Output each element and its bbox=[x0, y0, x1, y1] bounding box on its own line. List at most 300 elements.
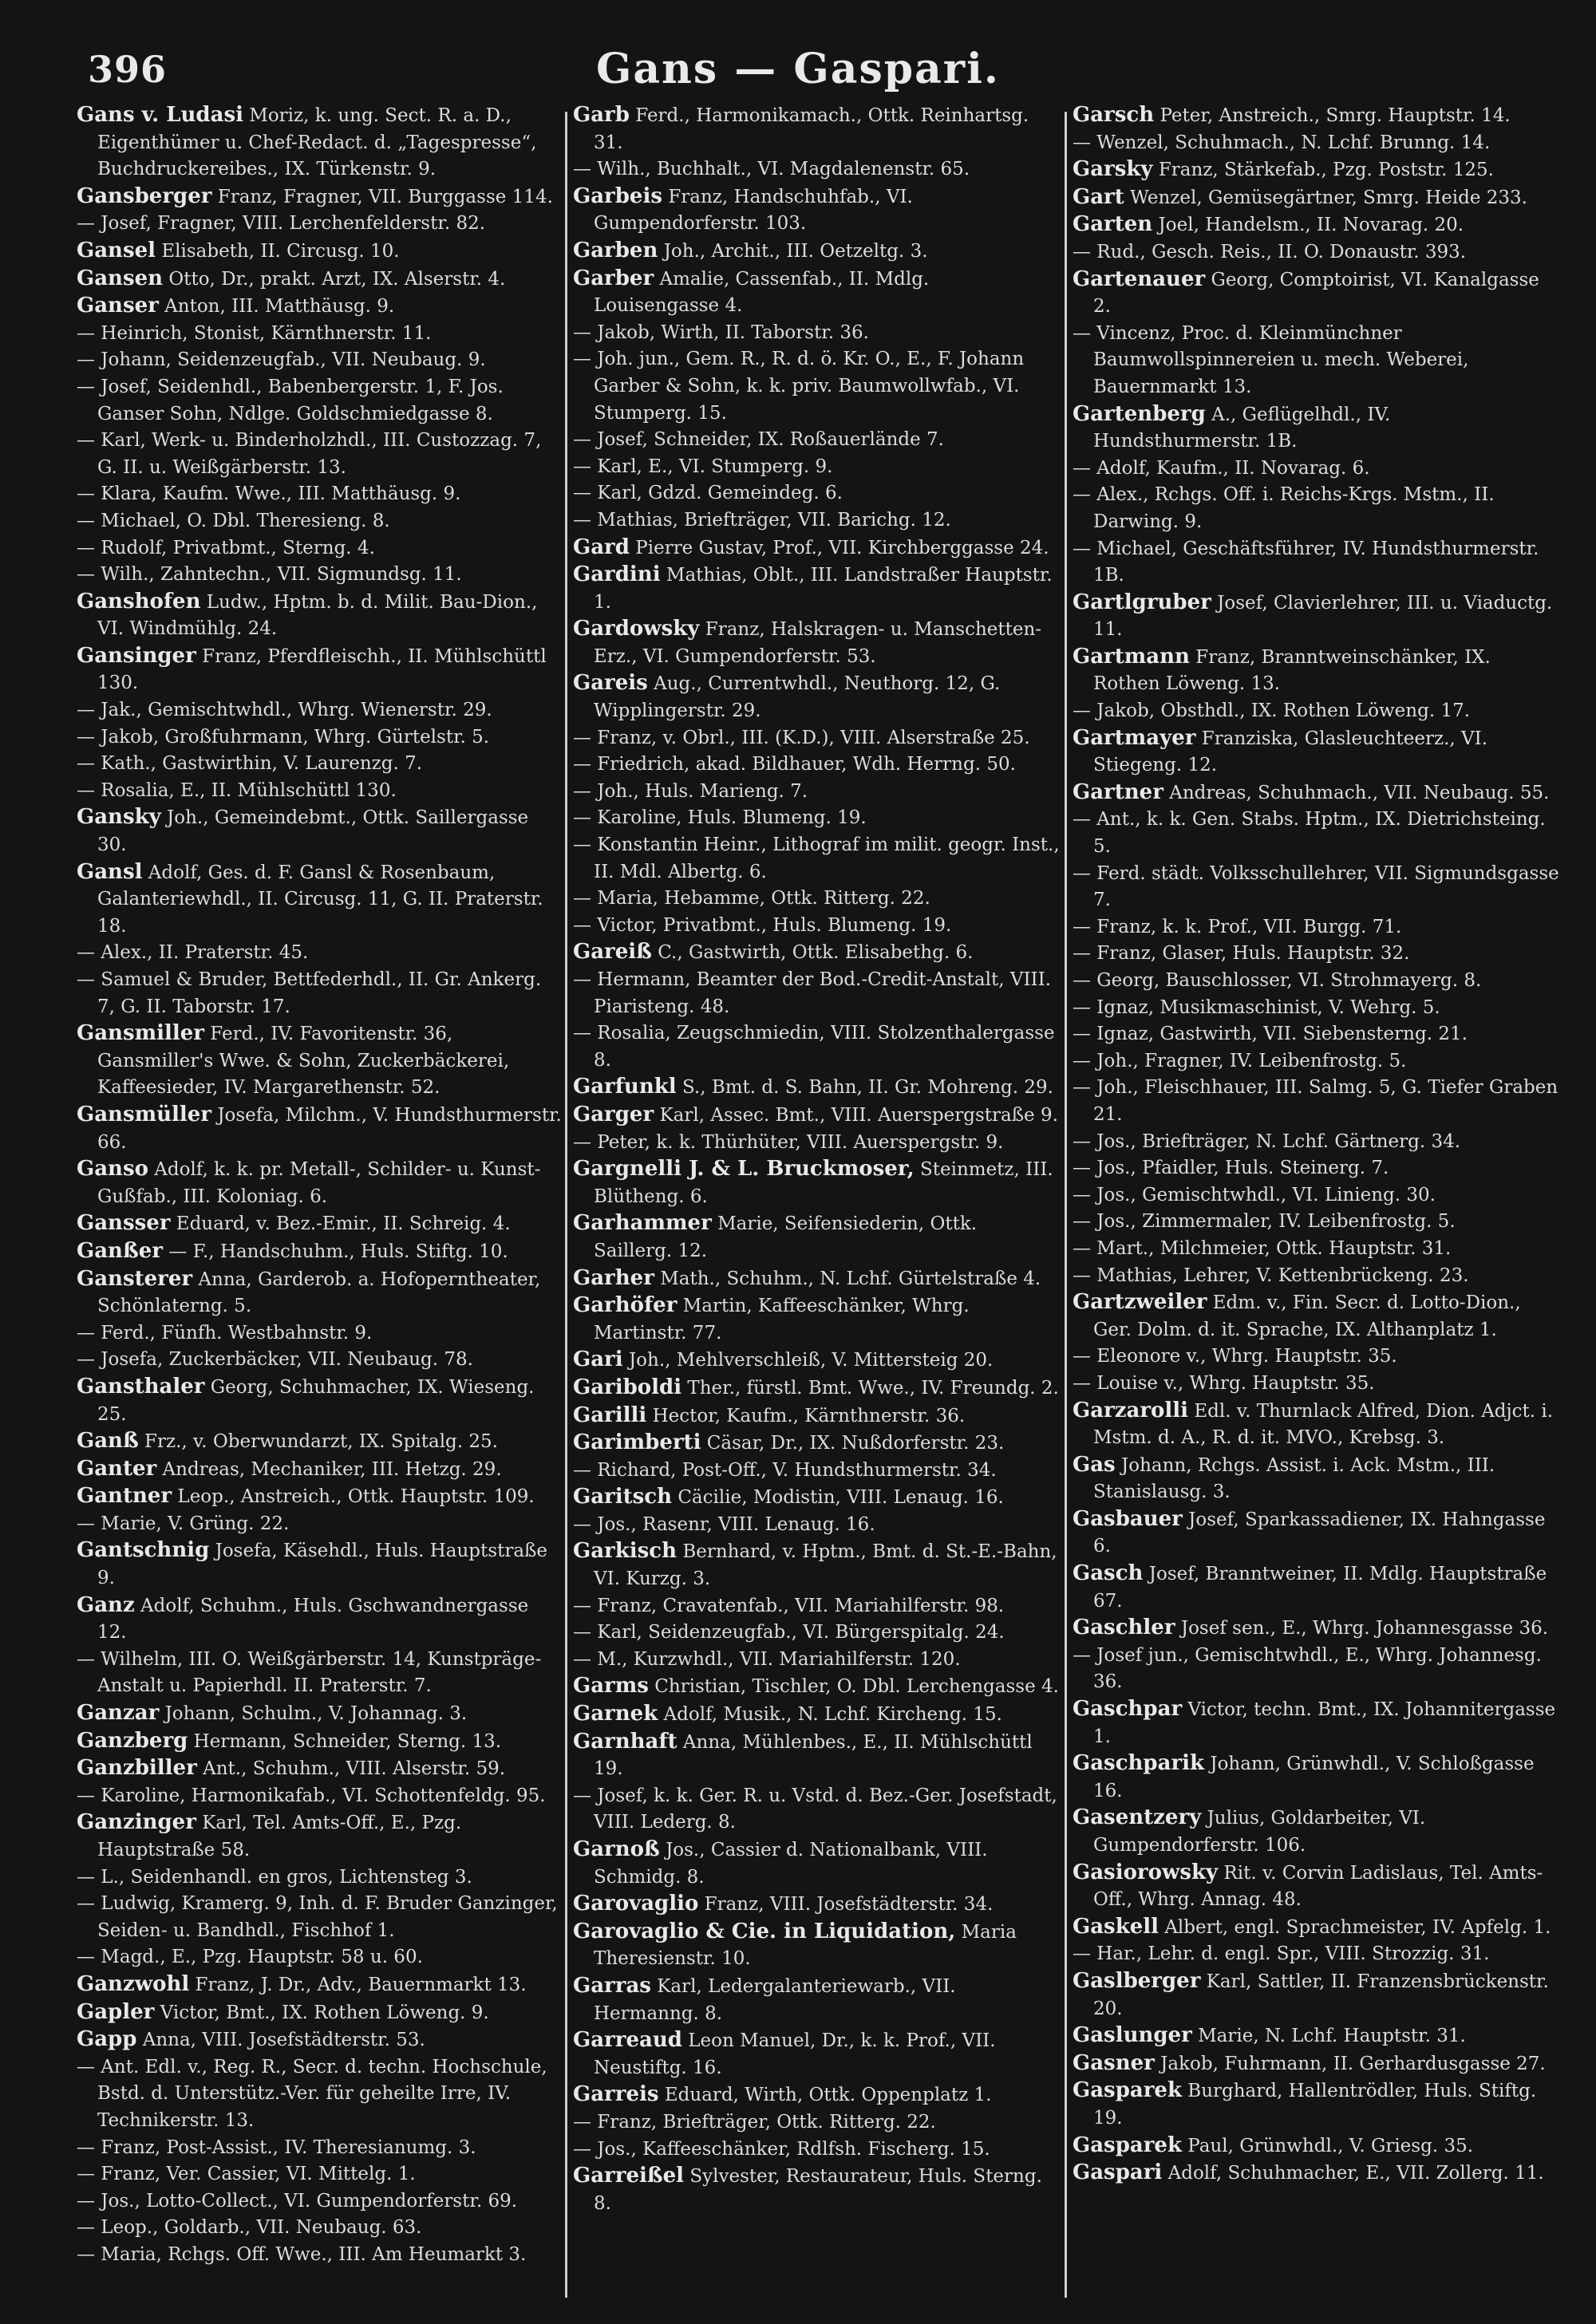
entry-surname: Gansmiller bbox=[77, 1021, 204, 1046]
directory-entry bbox=[1073, 1860, 1559, 1914]
entry-surname: Garbeis bbox=[573, 183, 662, 208]
entry-surname: Garten bbox=[1073, 212, 1153, 237]
directory-entry bbox=[573, 1973, 1060, 2027]
entry-details: Joh., Archit., III. Oetzeltg. 3. bbox=[663, 240, 928, 262]
entry-details: Josef, Sparkassadiener, IX. Hahngasse 6. bbox=[1093, 1509, 1546, 1557]
directory-entry bbox=[1073, 698, 1559, 725]
entry-details: — Josef, Schneider, IX. Roßauerlände 7. bbox=[573, 429, 944, 451]
directory-entry bbox=[1073, 1263, 1559, 1290]
directory-entry bbox=[77, 102, 563, 183]
entry-details: — Jos., Zimmermaler, IV. Leibenfrostg. 5. bbox=[1073, 1211, 1456, 1233]
directory-entry bbox=[77, 967, 563, 1020]
entry-surname: Gansser bbox=[77, 1211, 171, 1236]
column-divider bbox=[1065, 112, 1067, 2298]
entry-surname: Gartner bbox=[1073, 779, 1163, 804]
entry-details: Josef sen., E., Whrg. Johannesgasse 36. bbox=[1180, 1618, 1549, 1639]
entry-details: C., Gastwirth, Ottk. Elisabethg. 6. bbox=[658, 942, 974, 964]
entry-details: Marie, Seifensiederin, Ottk. Saillerg. 12. bbox=[594, 1213, 978, 1261]
entry-details: Johann, Rchgs. Assist. i. Ack. Mstm., III. Stanislausg. 3. bbox=[1093, 1454, 1495, 1503]
directory-entry bbox=[77, 481, 563, 508]
directory-entry bbox=[1073, 1452, 1559, 1506]
entry-surname: Gansberger bbox=[77, 183, 212, 208]
directory-entry bbox=[77, 183, 563, 211]
entry-surname: Ganshofen bbox=[77, 589, 201, 614]
entry-details: Ferd., Harmonikamach., Ottk. Reinhartsg. 31. bbox=[594, 105, 1029, 153]
entry-details: — Rudolf, Privatbmt., Sterng. 4. bbox=[77, 537, 375, 558]
entry-details: — Michael, Geschäftsführer, IV. Hundsthurmerstr. 1B. bbox=[1073, 538, 1539, 586]
entry-details: Adolf, Schuhm., Huls. Gschwandnergasse 12. bbox=[97, 1595, 529, 1643]
entry-details: — Wilhelm, III. O. Weißgärberstr. 14, Kunstpräge-Anstalt u. Papierhdl. II. Praterstr. 7. bbox=[77, 1648, 542, 1697]
entry-details: — Franz, Ver. Cassier, VI. Mittelg. 1. bbox=[77, 2164, 416, 2185]
directory-entry bbox=[573, 1458, 1060, 1485]
directory-entry bbox=[573, 967, 1060, 1020]
directory-entry bbox=[573, 1484, 1060, 1512]
directory-entry bbox=[573, 562, 1060, 616]
directory-entry bbox=[1073, 1182, 1559, 1209]
entry-details: — Wilh., Zahntechn., VII. Sigmundsg. 11. bbox=[77, 564, 462, 586]
page-title: Gans — Gaspari. bbox=[595, 45, 1001, 93]
entry-details: — Karl, E., VI. Stumperg. 9. bbox=[573, 456, 833, 477]
directory-entry bbox=[573, 1430, 1060, 1458]
entry-details: — Jak., Gemischtwhdl., Whrg. Wienerstr. 29. bbox=[77, 700, 492, 721]
entry-details: — Rosalia, E., II. Mühlschüttl 130. bbox=[77, 779, 397, 801]
page-number: 396 bbox=[88, 48, 168, 91]
directory-entry bbox=[573, 1265, 1060, 1293]
entry-surname: Gareiß bbox=[573, 940, 652, 965]
entry-details: Burghard, Hallentrödler, Huls. Stiftg. 19. bbox=[1093, 2081, 1537, 2129]
entry-surname: Gansinger bbox=[77, 643, 196, 668]
directory-entry bbox=[77, 1537, 563, 1592]
entry-details: — Jakob, Großfuhrmann, Whrg. Gürtelstr. 5. bbox=[77, 726, 490, 748]
entry-surname: Garreis bbox=[573, 2082, 659, 2107]
directory-entry bbox=[77, 589, 563, 643]
directory-entry bbox=[77, 724, 563, 752]
entry-details: Peter, Anstreich., Smrg. Hauptstr. 14. bbox=[1159, 105, 1511, 126]
directory-entry bbox=[573, 1673, 1060, 1701]
entry-surname: Gari bbox=[573, 1347, 623, 1372]
directory-entry bbox=[573, 454, 1060, 481]
entry-surname: Garreißel bbox=[573, 2164, 685, 2188]
directory-entry bbox=[573, 427, 1060, 454]
directory-entry bbox=[1073, 1398, 1559, 1452]
directory-entry bbox=[573, 183, 1060, 238]
entry-surname: Gartenauer bbox=[1073, 266, 1206, 291]
entry-details: Jakob, Fuhrmann, II. Gerhardusgasse 27. bbox=[1160, 2053, 1546, 2074]
entry-details: — Magd., E., Pzg. Hauptstr. 58 u. 60. bbox=[77, 1947, 423, 1968]
directory-entry bbox=[77, 643, 563, 697]
directory-entry bbox=[573, 832, 1060, 886]
directory-entry bbox=[77, 751, 563, 778]
directory-entry bbox=[77, 428, 563, 481]
directory-entry bbox=[1073, 1048, 1559, 1075]
entry-details: Adolf, Musik., N. Lchf. Kircheng. 15. bbox=[663, 1704, 1002, 1726]
entry-surname: Gantner bbox=[77, 1484, 172, 1509]
directory-entry bbox=[77, 1020, 563, 1102]
entry-details: Pierre Gustav, Prof., VII. Kirchberggasse 24. bbox=[635, 537, 1049, 558]
entry-details: Andreas, Schuhmach., VII. Neubaug. 55. bbox=[1169, 782, 1550, 803]
directory-entry bbox=[1073, 2022, 1559, 2050]
directory-entry bbox=[573, 346, 1060, 427]
entry-details: — Friedrich, akad. Bildhauer, Wdh. Herrng. 50. bbox=[573, 754, 1016, 775]
entry-details: — Ignaz, Musikmaschinist, V. Wehrg. 5. bbox=[1073, 996, 1440, 1018]
entry-details: — Jos., Kaffeeschänker, Rdlfsh. Fischerg. 15. bbox=[573, 2138, 990, 2160]
directory-entry bbox=[77, 2026, 563, 2054]
directory-entry bbox=[77, 374, 563, 428]
entry-details: Otto, Dr., prakt. Arzt, IX. Alserstr. 4. bbox=[168, 268, 506, 290]
directory-entry bbox=[573, 1347, 1060, 1375]
directory-entry bbox=[77, 211, 563, 238]
entry-details: — Adolf, Kaufm., II. Novarag. 6. bbox=[1073, 457, 1370, 479]
entry-surname: Garfunkl bbox=[573, 1075, 677, 1099]
entry-details: — Josef, Seidenhdl., Babenbergerstr. 1, F. Jos. Ganser Sohn, Ndlge. Goldschmiedgasse 8. bbox=[77, 376, 504, 424]
entry-details: — Mart., Milchmeier, Ottk. Hauptstr. 31. bbox=[1073, 1237, 1452, 1259]
directory-entry bbox=[573, 725, 1060, 752]
entry-details: — Franz, Cravatenfab., VII. Mariahilferstr. 98. bbox=[573, 1595, 1005, 1616]
entry-surname: Garreaud bbox=[573, 2028, 682, 2053]
directory-entry bbox=[573, 320, 1060, 347]
entry-details: — Ferd. städt. Volksschullehrer, VII. Sigmundsgasse 7. bbox=[1073, 862, 1559, 911]
entry-surname: Gasentzery bbox=[1073, 1805, 1202, 1830]
entry-details: Cäsar, Dr., IX. Nußdorferstr. 23. bbox=[706, 1433, 1005, 1454]
entry-details: — Jos., Briefträger, N. Lchf. Gärtnerg. 34. bbox=[1073, 1130, 1461, 1152]
directory-entry bbox=[1073, 401, 1559, 456]
directory-entry bbox=[77, 1511, 563, 1538]
entry-details: — Franz, k. k. Prof., VII. Burgg. 71. bbox=[1073, 916, 1402, 937]
entry-surname: Gaschpar bbox=[1073, 1697, 1183, 1722]
directory-entry bbox=[77, 2161, 563, 2188]
entry-details: Victor, techn. Bmt., IX. Johannitergasse 1. bbox=[1093, 1699, 1556, 1747]
entry-details: Karl, Ledergalanteriewarb., VII. Hermanng. 8. bbox=[594, 1975, 956, 2024]
entry-details: Hector, Kaufm., Kärnthnerstr. 36. bbox=[652, 1405, 966, 1426]
directory-entry bbox=[573, 1783, 1060, 1837]
directory-entry bbox=[77, 2054, 563, 2135]
directory-entry bbox=[77, 1266, 563, 1320]
directory-entry bbox=[1073, 184, 1559, 212]
directory-entry bbox=[77, 562, 563, 589]
entry-details: — Michael, O. Dbl. Theresieng. 8. bbox=[77, 510, 390, 531]
entry-details: Moriz, k. ung. Sect. R. a. D., Eigenthümer u. Chef-Redact. d. „Tagespresse“, Buchdruckereibes., IX. Türkenstr. 9. bbox=[97, 105, 537, 180]
entry-details: S., Bmt. d. S. Bahn, II. Gr. Mohreng. 29. bbox=[681, 1077, 1053, 1099]
directory-entry bbox=[77, 859, 563, 941]
entry-details: — Josef, Fragner, VIII. Lerchenfelderstr. 82. bbox=[77, 213, 486, 235]
entry-surname: Gaschler bbox=[1073, 1616, 1175, 1640]
entry-details: — Richard, Post-Off., V. Hundsthurmerstr. 34. bbox=[573, 1459, 997, 1481]
entry-details: Franz, Halskragen- u. Manschetten-Erz., VI. Gumpendorferstr. 53. bbox=[594, 619, 1042, 667]
directory-entry bbox=[1073, 211, 1559, 239]
directory-entry bbox=[573, 2081, 1060, 2109]
directory-entry bbox=[1073, 1209, 1559, 1236]
entry-surname: Ganß bbox=[77, 1429, 139, 1454]
directory-entry bbox=[1073, 861, 1559, 914]
directory-entry bbox=[77, 535, 563, 562]
entry-surname: Garnoß bbox=[573, 1837, 660, 1861]
entry-details: Eduard, v. Bez.-Emir., II. Schreig. 4. bbox=[176, 1213, 511, 1235]
entry-details: — Vincenz, Proc. d. Kleinmünchner Baumwollspinnereien u. mech. Weberei, Bauernmarkt 13. bbox=[1073, 322, 1469, 397]
directory-entry bbox=[77, 1156, 563, 1210]
entry-surname: Gansthaler bbox=[77, 1374, 205, 1399]
entry-surname: Ganzberg bbox=[77, 1728, 188, 1753]
entry-details: — Klara, Kaufm. Wwe., III. Matthäusg. 9. bbox=[77, 483, 461, 505]
directory-entry bbox=[573, 1512, 1060, 1539]
entry-surname: Gariboldi bbox=[573, 1375, 682, 1399]
entry-details: Elisabeth, II. Circusg. 10. bbox=[161, 240, 400, 262]
directory-entry bbox=[1073, 914, 1559, 941]
entry-details: — Heinrich, Stonist, Kärnthnerstr. 11. bbox=[77, 322, 432, 344]
directory-entry bbox=[1073, 1506, 1559, 1561]
column-1 bbox=[77, 102, 563, 2304]
directory-entry bbox=[573, 238, 1060, 266]
entry-details: — Kath., Gastwirthin, V. Laurenzg. 7. bbox=[77, 753, 423, 775]
entry-surname: Gapler bbox=[77, 1999, 155, 2024]
entry-details: Joh., Gemeindebmt., Ottk. Saillergasse 30. bbox=[97, 807, 529, 856]
entry-surname: Gardini bbox=[573, 562, 661, 587]
entry-details: Josef, Clavierlehrer, III. u. Viaductg. 11. bbox=[1093, 592, 1553, 641]
directory-entry bbox=[1073, 1968, 1559, 2022]
directory-entry bbox=[1073, 1941, 1559, 1968]
entry-details: Bernhard, v. Hptm., Bmt. d. St.-E.-Bahn, VI. Kurzg. 3. bbox=[594, 1541, 1057, 1590]
entry-surname: Gasch bbox=[1073, 1561, 1144, 1586]
entry-surname: Gasner bbox=[1073, 2050, 1155, 2075]
directory-entry bbox=[1073, 1914, 1559, 1942]
directory-entry bbox=[1073, 1696, 1559, 1750]
entry-details: Johann, Grünwhdl., V. Schloßgasse 16. bbox=[1093, 1754, 1535, 1801]
directory-entry bbox=[573, 266, 1060, 320]
entry-surname: Garben bbox=[573, 238, 658, 262]
directory-entry bbox=[77, 266, 563, 294]
entry-details: — Wenzel, Schuhmach., N. Lchf. Brunng. 14. bbox=[1073, 132, 1491, 153]
entry-details: — Rosalia, Zeugschmiedin, VIII. Stolzenthalergasse 8. bbox=[573, 1023, 1055, 1071]
entry-details: Martin, Kaffeeschänker, Whrg. Martinstr. 77. bbox=[594, 1296, 970, 1344]
entry-surname: Gapp bbox=[77, 2027, 137, 2052]
directory-entry bbox=[573, 1020, 1060, 1074]
directory-entry bbox=[77, 508, 563, 535]
directory-entry bbox=[1073, 130, 1559, 157]
directory-entry bbox=[573, 2109, 1060, 2137]
directory-entry bbox=[1073, 644, 1559, 698]
directory-entry bbox=[77, 1783, 563, 1810]
directory-entry bbox=[77, 778, 563, 805]
entry-details: Math., Schuhm., N. Lchf. Gürtelstraße 4. bbox=[660, 1268, 1041, 1289]
entry-details: Anton, III. Matthäusg. 9. bbox=[164, 296, 395, 318]
directory-entry bbox=[77, 1700, 563, 1728]
entry-surname: Gaslunger bbox=[1073, 2023, 1192, 2048]
directory-entry bbox=[77, 1891, 563, 1944]
entry-surname: Gansen bbox=[77, 266, 164, 290]
entry-details: Rit. v. Corvin Ladislaus, Tel. Amts-Off., Whrg. Annag. 48. bbox=[1093, 1862, 1543, 1911]
entry-surname: Gard bbox=[573, 535, 630, 559]
directory-entry bbox=[1073, 1750, 1559, 1805]
directory-entry bbox=[77, 804, 563, 858]
entry-surname: Garovaglio & Cie. in Liquidation, bbox=[573, 1919, 956, 1943]
entry-details: Ant., Schuhm., VIII. Alserstr. 59. bbox=[203, 1758, 506, 1780]
entry-surname: Garras bbox=[573, 1973, 651, 1998]
entry-surname: Ganzbiller bbox=[77, 1756, 197, 1781]
entry-surname: Gartmayer bbox=[1073, 725, 1196, 750]
directory-entry bbox=[573, 1074, 1060, 1102]
entry-details: Marie, N. Lchf. Hauptstr. 31. bbox=[1198, 2026, 1466, 2047]
entry-details: — Jos., Rasenr, VIII. Lenaug. 16. bbox=[573, 1513, 875, 1535]
directory-entry bbox=[1073, 995, 1559, 1022]
entry-surname: Gasiorowsky bbox=[1073, 1860, 1219, 1884]
entry-surname: Gasparek bbox=[1073, 2078, 1182, 2103]
entry-details: Anna, Garderob. a. Hofoperntheater, Schönlaterng. 5. bbox=[97, 1269, 541, 1317]
entry-details: — Mathias, Briefträger, VII. Barichg. 12. bbox=[573, 509, 951, 531]
entry-surname: Gansterer bbox=[77, 1266, 193, 1291]
entry-details: Franz, Fragner, VII. Burggasse 114. bbox=[217, 186, 553, 207]
column-divider bbox=[565, 112, 567, 2298]
directory-entry bbox=[1073, 807, 1559, 860]
entry-details: Jos., Cassier d. Nationalbank, VIII. Schmidg. 8. bbox=[594, 1840, 988, 1888]
directory-entry bbox=[573, 779, 1060, 806]
entry-surname: Gartzweiler bbox=[1073, 1290, 1207, 1315]
entry-surname: Garilli bbox=[573, 1403, 647, 1427]
directory-entry bbox=[77, 2215, 563, 2242]
directory-entry bbox=[77, 1238, 563, 1266]
entry-surname: Gaspari bbox=[1073, 2160, 1163, 2185]
entry-details: — Maria, Hebamme, Ottk. Ritterg. 22. bbox=[573, 888, 930, 909]
entry-surname: Ganter bbox=[77, 1456, 157, 1481]
entry-surname: Ganzar bbox=[77, 1701, 160, 1726]
directory-entry bbox=[573, 156, 1060, 183]
entry-surname: Gargnelli J. & L. Bruckmoser, bbox=[573, 1157, 915, 1182]
directory-entry bbox=[77, 1456, 563, 1484]
entry-details: Josefa, Käsehdl., Huls. Hauptstraße 9. bbox=[97, 1541, 548, 1589]
entry-details: — Jakob, Wirth, II. Taborstr. 36. bbox=[573, 322, 869, 343]
directory-entry bbox=[573, 507, 1060, 535]
entry-surname: Ganzinger bbox=[77, 1810, 196, 1835]
directory-entry bbox=[1073, 1236, 1559, 1263]
entry-details: — Samuel & Bruder, Bettfederhdl., II. Gr. Ankerg. 7, G. II. Taborstr. 17. bbox=[77, 969, 542, 1017]
directory-entry bbox=[77, 697, 563, 724]
entry-surname: Garimberti bbox=[573, 1430, 701, 1455]
directory-entry bbox=[77, 940, 563, 967]
directory-entry bbox=[573, 1891, 1060, 1919]
directory-entry bbox=[573, 1102, 1060, 1130]
entry-details: Joel, Handelsm., II. Novarag. 20. bbox=[1158, 215, 1464, 236]
directory-entry bbox=[573, 1375, 1060, 1403]
entry-details: A., Geflügelhdl., IV. Hundsthurmerstr. 1B. bbox=[1093, 404, 1391, 452]
entry-details: — Karl, Seidenzeugfab., VI. Bürgerspitalg. 24. bbox=[573, 1622, 1005, 1643]
entry-details: Josefa, Milchm., V. Hundsthurmerstr. 66. bbox=[97, 1104, 562, 1153]
column-2 bbox=[573, 102, 1060, 2304]
entry-details: — Har., Lehr. d. engl. Spr., VIII. Strozzig. 31. bbox=[1073, 1943, 1490, 1965]
directory-entry bbox=[573, 616, 1060, 670]
entry-surname: Garhammer bbox=[573, 1211, 712, 1236]
entry-details: — Victor, Privatbmt., Huls. Blumeng. 19. bbox=[573, 914, 952, 936]
directory-entry bbox=[77, 1428, 563, 1456]
entry-details: — Jos., Gemischtwhdl., VI. Linieng. 30. bbox=[1073, 1184, 1436, 1205]
entry-surname: Garnhaft bbox=[573, 1729, 678, 1754]
directory-entry bbox=[1073, 590, 1559, 644]
directory-entry bbox=[77, 1210, 563, 1238]
directory-entry bbox=[573, 886, 1060, 913]
entry-details: — Franz, Post-Assist., IV. Theresianumg. 3. bbox=[77, 2137, 476, 2158]
entry-details: — Joh., Fragner, IV. Leibenfrostg. 5. bbox=[1073, 1050, 1407, 1071]
entry-surname: Garitsch bbox=[573, 1485, 673, 1509]
directory-entry bbox=[1073, 968, 1559, 995]
entry-details: — Leop., Goldarb., VII. Neubaug. 63. bbox=[77, 2217, 422, 2239]
entry-surname: Gantschnig bbox=[77, 1538, 210, 1563]
directory-entry bbox=[1073, 1643, 1559, 1696]
entry-details: Georg, Comptoirist, VI. Kanalgasse 2. bbox=[1093, 269, 1539, 318]
entry-details: — Karoline, Huls. Blumeng. 19. bbox=[573, 807, 867, 829]
column-3 bbox=[1073, 102, 1559, 2304]
entry-details: — Franz, Briefträger, Ottk. Ritterg. 22. bbox=[573, 2111, 936, 2133]
directory-entry bbox=[77, 1809, 563, 1864]
entry-details: — Georg, Bauschlosser, VI. Strohmayerg. 8. bbox=[1073, 970, 1482, 991]
directory-entry bbox=[1073, 156, 1559, 184]
directory-entry bbox=[77, 1374, 563, 1428]
entry-details: Franz, Stärkefab., Pzg. Poststr. 125. bbox=[1158, 160, 1494, 181]
entry-surname: Gartlgruber bbox=[1073, 590, 1211, 614]
directory-entry bbox=[573, 913, 1060, 940]
entry-details: Wenzel, Gemüsegärtner, Smrg. Heide 233. bbox=[1130, 187, 1527, 208]
entry-details: Sylvester, Restaurateur, Huls. Sterng. 8. bbox=[594, 2166, 1042, 2214]
directory-entry bbox=[1073, 482, 1559, 535]
entry-details: — Johann, Seidenzeugfab., VII. Neubaug. 9. bbox=[77, 349, 486, 371]
entry-details: Adolf, Schuhmacher, E., VII. Zollerg. 11. bbox=[1167, 2163, 1544, 2184]
entry-surname: Garger bbox=[573, 1102, 654, 1126]
entry-details: — Alex., Rchgs. Off. i. Reichs-Krgs. Mstm., II. Darwing. 9. bbox=[1073, 484, 1495, 532]
entry-details: — Konstantin Heinr., Lithograf im milit. geogr. Inst., II. Mdl. Albertg. 6. bbox=[573, 835, 1060, 882]
entry-details: — Karl, Werk- u. Binderholzhdl., III. Custozzag. 7, G. II. u. Weißgärberstr. 13. bbox=[77, 430, 542, 478]
directory-entry bbox=[573, 670, 1060, 724]
directory-entry bbox=[77, 1944, 563, 1971]
entry-surname: Gaschparik bbox=[1073, 1751, 1205, 1776]
directory-entry bbox=[77, 321, 563, 348]
entry-surname: Gardowsky bbox=[573, 617, 700, 641]
entry-details: Josef, Branntweiner, II. Mdlg. Hauptstraße 67. bbox=[1093, 1564, 1547, 1612]
directory-entry bbox=[77, 1999, 563, 2027]
directory-entry bbox=[1073, 1371, 1559, 1398]
directory-entry bbox=[573, 1292, 1060, 1347]
entry-details: — Jos., Pfaidler, Huls. Steinerg. 7. bbox=[1073, 1158, 1389, 1179]
entry-details: — Jos., Lotto-Collect., VI. Gumpendorferstr. 69. bbox=[77, 2190, 518, 2212]
entry-details: Edm. v., Fin. Secr. d. Lotto-Dion., Ger. Dolm. d. it. Sprache, IX. Althanplatz 1. bbox=[1093, 1292, 1521, 1340]
directory-entry bbox=[573, 1837, 1060, 1891]
entry-details: Adolf, k. k. pr. Metall-, Schilder- u. Kunst-Gußfab., III. Koloniag. 6. bbox=[97, 1159, 541, 1207]
entry-details: — Josefa, Zuckerbäcker, VII. Neubaug. 78. bbox=[77, 1349, 473, 1371]
entry-surname: Gaskell bbox=[1073, 1914, 1159, 1939]
entry-details: Edl. v. Thurnlack Alfred, Dion. Adjct. i. Mstm. d. A., R. d. it. MVO., Krebsg. 3. bbox=[1093, 1400, 1554, 1449]
directory-entry bbox=[573, 535, 1060, 562]
entry-surname: Gans v. Ludasi bbox=[77, 103, 243, 127]
entry-details: — Hermann, Beamter der Bod.-Credit-Anstalt, VIII. Piaristeng. 48. bbox=[573, 969, 1052, 1017]
entry-surname: Gas bbox=[1073, 1452, 1116, 1477]
directory-entry bbox=[1073, 725, 1559, 779]
entry-details: Franz, Pferdfleischh., II. Mühlschüttl 130. bbox=[97, 645, 547, 694]
directory-entry bbox=[1073, 1075, 1559, 1128]
entry-surname: Gasbauer bbox=[1073, 1506, 1183, 1531]
entry-surname: Gansel bbox=[77, 238, 156, 262]
entry-details: — Peter, k. k. Thürhüter, VIII. Auerspergstr. 9. bbox=[573, 1131, 1004, 1153]
entry-surname: Garher bbox=[573, 1265, 654, 1290]
entry-surname: Ganz bbox=[77, 1592, 135, 1617]
entry-details: Maria Theresienstr. 10. bbox=[594, 1921, 1017, 1970]
entry-details: Frz., v. Oberwundarzt, IX. Spitalg. 25. bbox=[144, 1431, 498, 1453]
entry-details: — Maria, Rchgs. Off. Wwe., III. Am Heumarkt 3. bbox=[77, 2243, 527, 2265]
entry-details: Anna, VIII. Josefstädterstr. 53. bbox=[142, 2030, 425, 2051]
entry-details: — L., Seidenhandl. en gros, Lichtensteg 3. bbox=[77, 1866, 472, 1888]
directory-entry bbox=[573, 1620, 1060, 1647]
entry-surname: Gasparek bbox=[1073, 2133, 1182, 2157]
directory-entry bbox=[573, 2027, 1060, 2081]
entry-details: Karl, Assec. Bmt., VIII. Auerspergstraße 9. bbox=[659, 1104, 1058, 1126]
entry-details: — Ant. Edl. v., Reg. R., Secr. d. techn. Hochschule, Bstd. d. Unterstütz.-Ver. für geheilte Irre, IV. Technikerstr. 13. bbox=[77, 2056, 547, 2131]
entry-details: — Karl, Gdzd. Gemeindeg. 6. bbox=[573, 483, 843, 504]
directory-entry bbox=[77, 2135, 563, 2162]
directory-entry bbox=[77, 1483, 563, 1511]
